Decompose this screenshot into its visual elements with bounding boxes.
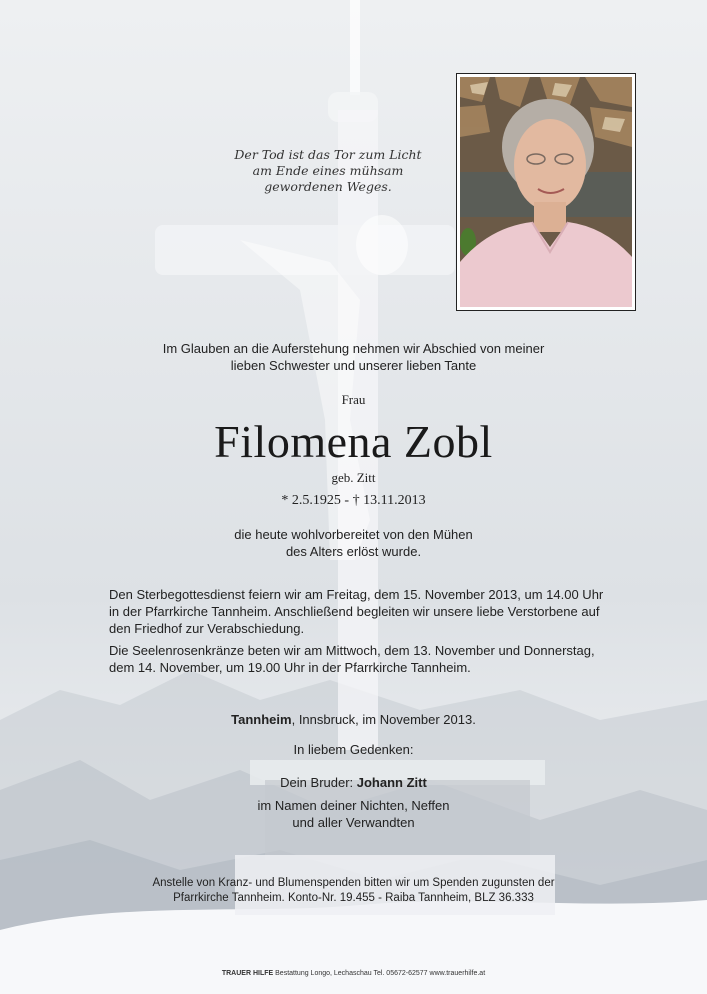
donation-line: Anstelle von Kranz- und Blumenspenden bitten wir um Spenden zugunsten der: [152, 877, 555, 889]
family-text: [0, 797, 707, 831]
passing-line: des Alters erlöst wurde.: [285, 544, 422, 559]
funeral-home-footer: [0, 970, 707, 977]
funeral-service-text: [109, 586, 623, 637]
brother-label: Dein Bruder:: [280, 775, 357, 790]
intro-line: Im Glauben an die Auferstehung nehmen wir Abschied von meiner: [162, 341, 545, 356]
portrait-photo: [456, 73, 636, 311]
donation-note: [0, 876, 707, 906]
place-rest: , Innsbruck, im November 2013.: [291, 712, 476, 727]
service-line: den Friedhof zur Verabschiedung.: [109, 621, 305, 636]
passing-text: [0, 526, 707, 560]
intro-line: lieben Schwester und unserer lieben Tante: [230, 358, 477, 373]
life-dates: * 2.5.1925 - † 13.11.2013: [281, 493, 426, 508]
service-line: Den Sterbegottesdienst feiern wir am Freitag, dem 15. November 2013, um 14.00 Uhr: [109, 587, 604, 602]
place-name: Tannheim: [231, 712, 292, 727]
brother-line: [0, 774, 707, 791]
passing-line: die heute wohlvorbereitet von den Mühen: [234, 527, 473, 542]
family-line: im Namen deiner Nichten, Neffen: [257, 798, 450, 813]
donation-line: Pfarrkirche Tannheim. Konto-Nr. 19.455 - Raiba Tannheim, BLZ 36.333: [173, 892, 534, 904]
memorial-quote: [200, 147, 456, 195]
quote-line: gewordenen Weges.: [264, 179, 392, 194]
deceased-name: Filomena Zobl: [214, 416, 493, 467]
service-line: in der Pfarrkirche Tannheim. Anschließend begleiten wir unsere liebe Verstorbene auf: [109, 604, 600, 619]
quote-line: am Ende eines mühsam: [252, 163, 404, 178]
rosary-text: [109, 642, 623, 676]
place-date: [0, 711, 707, 728]
brother-name: Johann Zitt: [356, 775, 427, 790]
footer-contact: Bestattung Longo, Lechaschau Tel. 05672-62577 www.trauerhilfe.at: [273, 970, 486, 977]
quote-line: Der Tod ist das Tor zum Licht: [234, 147, 422, 162]
rosary-line: dem 14. November, um 19.00 Uhr in der Pfarrkirche Tannheim.: [109, 660, 471, 675]
intro-text: [0, 340, 707, 374]
memory-heading: In liebem Gedenken:: [293, 742, 414, 757]
family-line: und aller Verwandten: [292, 815, 415, 830]
maiden-name: geb. Zitt: [331, 470, 376, 485]
salutation: Frau: [341, 392, 366, 407]
footer-brand: TRAUER HILFE: [221, 970, 274, 977]
rosary-line: Die Seelenrosenkränze beten wir am Mittwoch, dem 13. November und Donnerstag,: [109, 643, 595, 658]
